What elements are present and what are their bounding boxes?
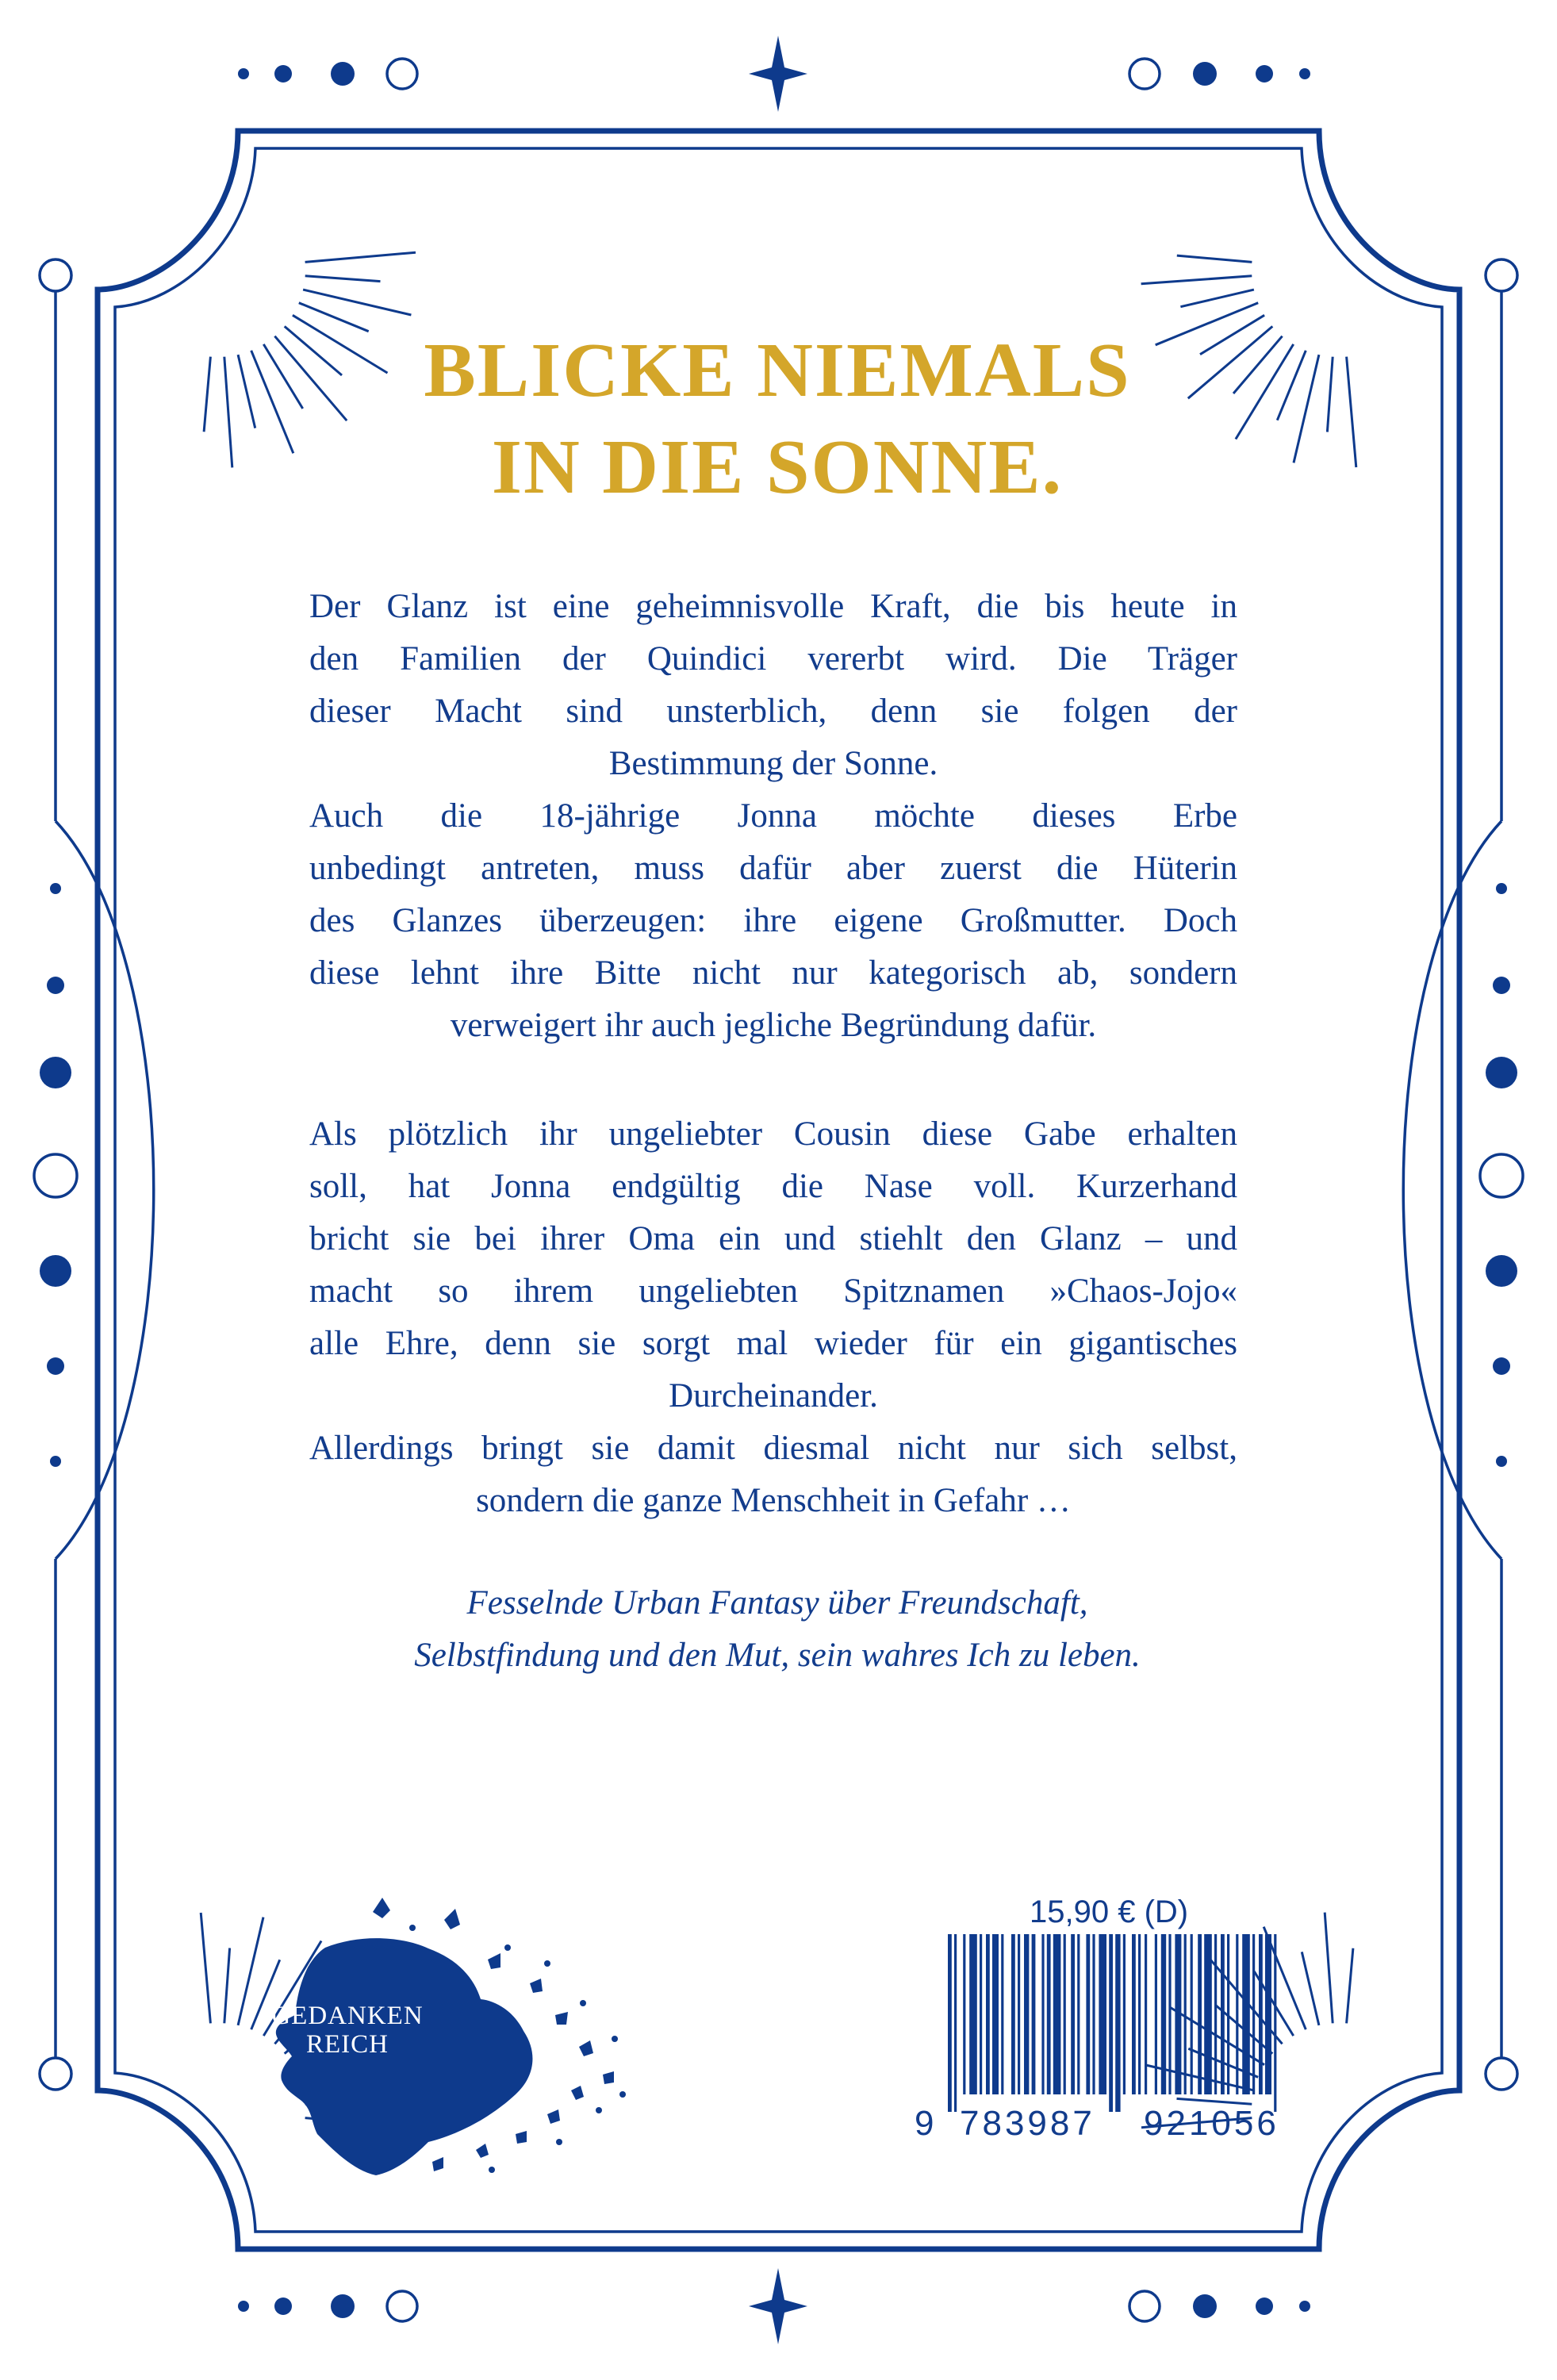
blurb-line: macht so ihrem ungeliebten Spitznamen »Chaos-Jojo« xyxy=(309,1273,1237,1310)
blurb-line: bricht sie bei ihrer Oma ein und stiehlt den Glanz – und xyxy=(309,1220,1237,1257)
isbn-group-1: 783987 xyxy=(960,2104,1095,2143)
blurb-line: Als plötzlich ihr ungeliebter Cousin diese Gabe erhalten xyxy=(309,1115,1237,1153)
blurb-line: Der Glanz ist eine geheimnisvolle Kraft, die bis heute in xyxy=(309,588,1237,625)
blurb-line: des Glanzes überzeugen: ihre eigene Großmutter. Doch xyxy=(309,902,1237,939)
blurb-line: Allerdings bringt sie damit diesmal nicht nur sich selbst, xyxy=(309,1430,1237,1467)
blurb-line: alle Ehre, denn sie sorgt mal wieder für ein gigantisches xyxy=(309,1325,1237,1362)
ring-right-top xyxy=(1486,259,1517,291)
isbn-lead-digit: 9 xyxy=(915,2104,934,2143)
blurb-paragraph-2 xyxy=(309,1108,1237,1527)
ring-left-bottom xyxy=(40,2058,71,2090)
blurb-line: unbedingt antreten, muss dafür aber zuerst die Hüterin xyxy=(309,850,1237,887)
ring-right-bottom xyxy=(1486,2058,1517,2090)
blurb-line: sondern die ganze Menschheit in Gefahr … xyxy=(476,1482,1071,1519)
ring-left-top xyxy=(40,259,71,291)
blurb-paragraph-1 xyxy=(309,581,1237,1052)
blurb-line: Bestimmung der Sonne. xyxy=(608,745,938,782)
blurb-line: verweigert ihr auch jegliche Begründung dafür. xyxy=(450,1007,1097,1044)
headline-line-2: IN DIE SONNE. xyxy=(491,424,1064,510)
price-label: 15,90 € (D) xyxy=(1030,1894,1189,1929)
publisher-name-line-1: GEDANKEN xyxy=(271,2002,424,2030)
tagline-line-2: Selbstfindung und den Mut, sein wahres Ich zu leben. xyxy=(414,1637,1141,1674)
blurb-line: dieser Macht sind unsterblich, denn sie folgen der xyxy=(309,693,1237,730)
star-icon-top xyxy=(749,36,807,112)
blurb-line: diese lehnt ihre Bitte nicht nur kategorisch ab, sondern xyxy=(309,954,1237,992)
star-icon-bottom xyxy=(749,2268,807,2344)
publisher-name-line-2: REICH xyxy=(306,2030,389,2059)
blurb-line: den Familien der Quindici vererbt wird. Die Träger xyxy=(309,640,1237,678)
tagline-line-1: Fesselnde Urban Fantasy über Freundschaft, xyxy=(466,1584,1088,1622)
blurb-line: soll, hat Jonna endgültig die Nase voll. Kurzerhand xyxy=(309,1168,1237,1205)
tagline xyxy=(238,1577,1317,1682)
barcode xyxy=(948,1934,1276,2112)
isbn-group-2: 921056 xyxy=(1144,2104,1279,2143)
headline-line-1: BLICKE NIEMALS xyxy=(424,328,1131,413)
blurb-line: Durcheinander. xyxy=(669,1377,878,1415)
blurb-line: Auch die 18-jährige Jonna möchte dieses Erbe xyxy=(309,797,1237,835)
